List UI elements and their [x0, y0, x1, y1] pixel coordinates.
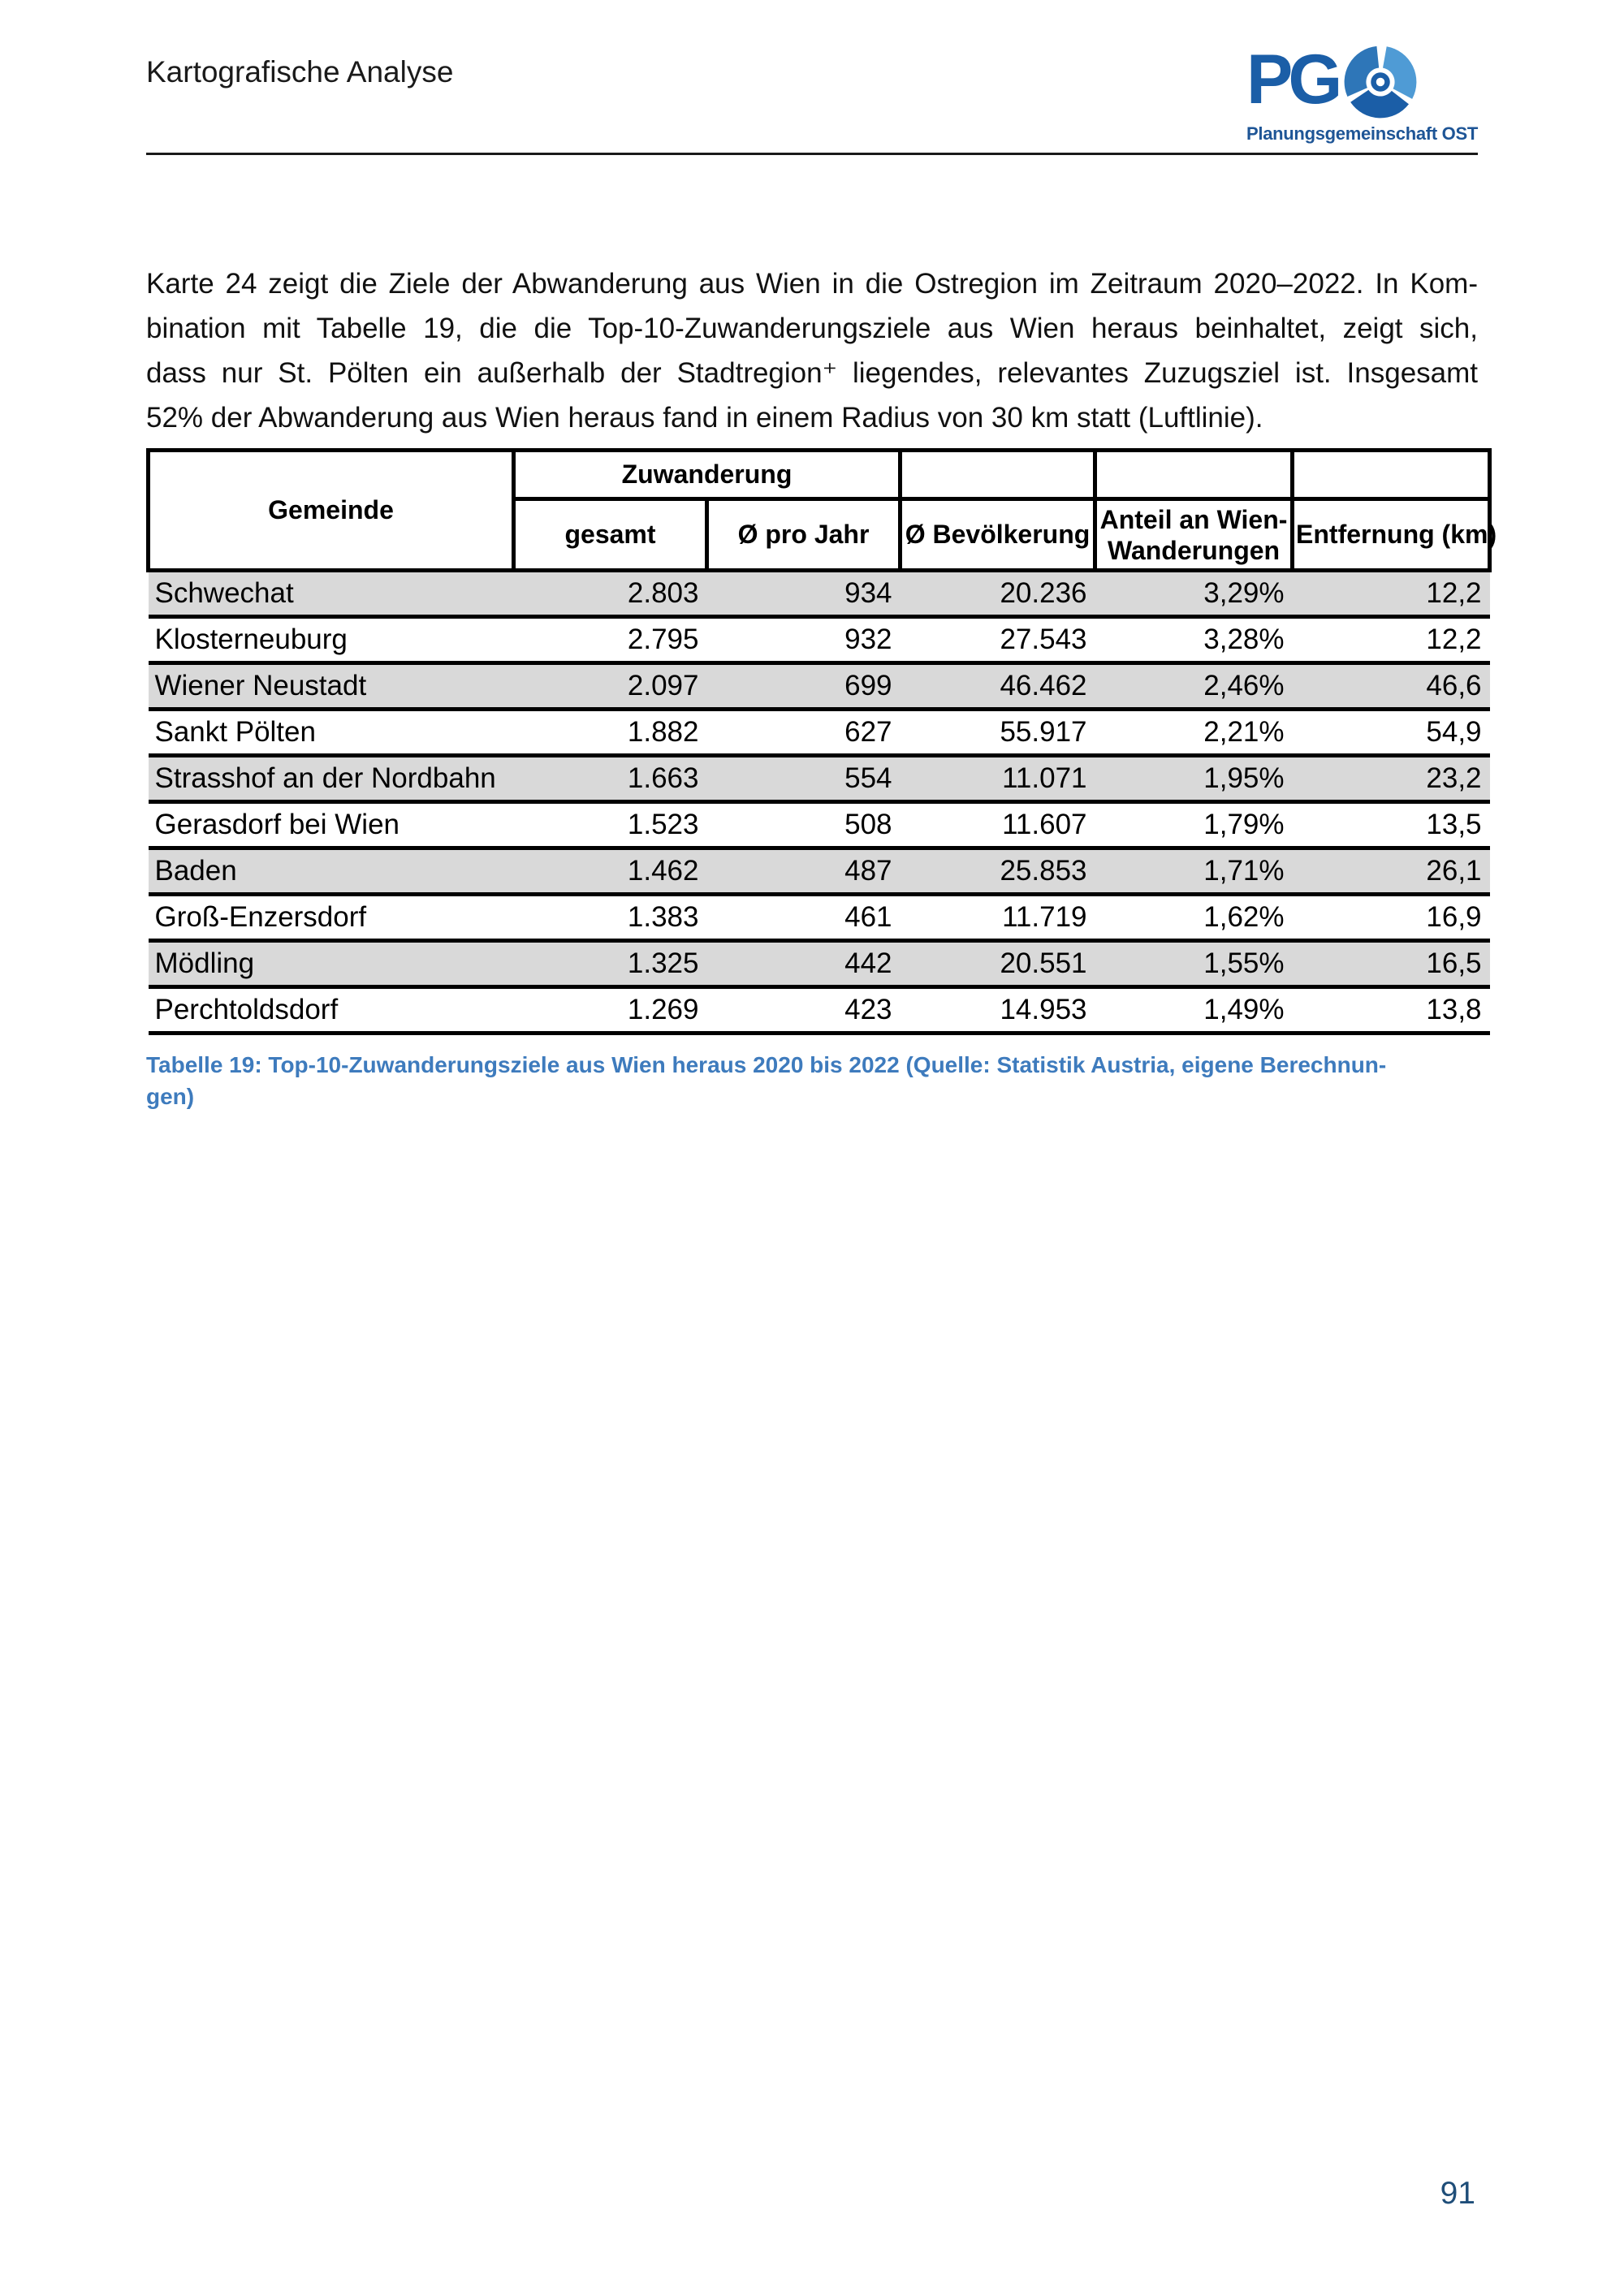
- cell-gemeinde: Strasshof an der Nordbahn: [149, 756, 514, 802]
- col-header-spacer-1: [901, 451, 1095, 499]
- cell-entfernung: 12,2: [1293, 617, 1490, 663]
- cell-bevoelkerung: 11.071: [901, 756, 1095, 802]
- intro-line-3: dass nur St. Pölten ein außerhalb der Stadtregion⁺ liegendes, relevantes Zuzugsziel ist. Insgesamt: [146, 357, 1478, 389]
- cell-entfernung: 13,5: [1293, 802, 1490, 848]
- cell-entfernung: 16,9: [1293, 895, 1490, 941]
- cell-pro-jahr: 627: [707, 710, 901, 756]
- cell-gesamt: 2.097: [514, 663, 707, 710]
- cell-entfernung: 13,8: [1293, 987, 1490, 1034]
- cell-bevoelkerung: 20.236: [901, 571, 1095, 617]
- running-header-title: Kartografische Analyse: [146, 55, 454, 88]
- cell-gesamt: 1.269: [514, 987, 707, 1034]
- cell-gemeinde: Mödling: [149, 941, 514, 987]
- cell-gemeinde: Groß-Enzersdorf: [149, 895, 514, 941]
- table-caption-line-2: gen): [146, 1084, 195, 1109]
- cell-anteil: 3,28%: [1095, 617, 1293, 663]
- cell-pro-jahr: 442: [707, 941, 901, 987]
- cell-gesamt: 1.325: [514, 941, 707, 987]
- cell-bevoelkerung: 11.607: [901, 802, 1095, 848]
- table-row: [149, 987, 1490, 1034]
- cell-gesamt: 1.383: [514, 895, 707, 941]
- migration-table: [146, 448, 1497, 1035]
- col-header-anteil: Anteil an Wien-Wanderungen: [1095, 499, 1293, 571]
- cell-gemeinde: Schwechat: [149, 571, 514, 617]
- intro-line-4: 52% der Abwanderung aus Wien heraus fand in einem Radius von 30 km statt (Luftlinie).: [146, 402, 1263, 434]
- page-number: 91: [1440, 2176, 1475, 2211]
- cell-bevoelkerung: 11.719: [901, 895, 1095, 941]
- cell-pro-jahr: 934: [707, 571, 901, 617]
- table-caption: [146, 1049, 1494, 1112]
- cell-pro-jahr: 461: [707, 895, 901, 941]
- cell-pro-jahr: 699: [707, 663, 901, 710]
- col-header-gemeinde: Gemeinde: [149, 451, 514, 571]
- table-row: [149, 941, 1490, 987]
- cell-entfernung: 46,6: [1293, 663, 1490, 710]
- cell-gemeinde: Klosterneuburg: [149, 617, 514, 663]
- intro-paragraph: [146, 261, 1478, 440]
- cell-entfernung: 16,5: [1293, 941, 1490, 987]
- cell-entfernung: 23,2: [1293, 756, 1490, 802]
- cell-gesamt: 1.882: [514, 710, 707, 756]
- cell-bevoelkerung: 55.917: [901, 710, 1095, 756]
- cell-gesamt: 2.795: [514, 617, 707, 663]
- cell-entfernung: 54,9: [1293, 710, 1490, 756]
- table-caption-line-1: Tabelle 19: Top-10-Zuwanderungsziele aus Wien heraus 2020 bis 2022 (Quelle: Statistik Austria, eigene Berechnun-: [146, 1052, 1387, 1077]
- cell-anteil: 1,55%: [1095, 941, 1293, 987]
- cell-anteil: 1,79%: [1095, 802, 1293, 848]
- pgo-logo-text: PG: [1246, 41, 1338, 119]
- table-body: [149, 571, 1490, 1034]
- cell-gemeinde: Baden: [149, 848, 514, 895]
- cell-anteil: 1,71%: [1095, 848, 1293, 895]
- pgo-wheel-icon: [1342, 44, 1419, 120]
- col-header-gesamt: gesamt: [514, 499, 707, 571]
- table-row: [149, 848, 1490, 895]
- table-row: [149, 571, 1490, 617]
- table-header: [149, 451, 1497, 571]
- col-header-entfernung: Entfernung (km): [1293, 499, 1490, 571]
- intro-line-1: Karte 24 zeigt die Ziele der Abwanderung aus Wien in die Ostregion im Zeitraum 2020–2022. In Kom-: [146, 268, 1478, 300]
- cell-pro-jahr: 423: [707, 987, 901, 1034]
- cell-gesamt: 1.462: [514, 848, 707, 895]
- cell-pro-jahr: 487: [707, 848, 901, 895]
- table-row: [149, 617, 1490, 663]
- col-header-spacer-3: [1293, 451, 1490, 499]
- table-row: [149, 895, 1490, 941]
- col-header-bevoelkerung: Ø Bevölkerung: [901, 499, 1095, 571]
- table-row: [149, 756, 1490, 802]
- cell-gemeinde: Perchtoldsdorf: [149, 987, 514, 1034]
- table-row: [149, 710, 1490, 756]
- cell-gesamt: 1.523: [514, 802, 707, 848]
- cell-gesamt: 2.803: [514, 571, 707, 617]
- cell-anteil: 3,29%: [1095, 571, 1293, 617]
- cell-gemeinde: Sankt Pölten: [149, 710, 514, 756]
- table-row: [149, 663, 1490, 710]
- table-row: [149, 802, 1490, 848]
- cell-anteil: 2,21%: [1095, 710, 1293, 756]
- header-rule: [146, 153, 1478, 155]
- pgo-logo: [1246, 42, 1478, 145]
- cell-anteil: 1,62%: [1095, 895, 1293, 941]
- cell-bevoelkerung: 27.543: [901, 617, 1095, 663]
- cell-bevoelkerung: 20.551: [901, 941, 1095, 987]
- cell-pro-jahr: 554: [707, 756, 901, 802]
- cell-bevoelkerung: 25.853: [901, 848, 1095, 895]
- cell-pro-jahr: 508: [707, 802, 901, 848]
- cell-anteil: 1,95%: [1095, 756, 1293, 802]
- intro-line-2: bination mit Tabelle 19, die die Top-10-Zuwanderungsziele aus Wien heraus beinhaltet, zeigt sich,: [146, 313, 1478, 344]
- cell-bevoelkerung: 14.953: [901, 987, 1095, 1034]
- col-header-spacer-2: [1095, 451, 1293, 499]
- pgo-logo-subtitle: Planungsgemeinschaft OST: [1246, 123, 1478, 144]
- cell-pro-jahr: 932: [707, 617, 901, 663]
- cell-bevoelkerung: 46.462: [901, 663, 1095, 710]
- col-header-pro-jahr: Ø pro Jahr: [707, 499, 901, 571]
- cell-entfernung: 12,2: [1293, 571, 1490, 617]
- cell-gemeinde: Gerasdorf bei Wien: [149, 802, 514, 848]
- cell-anteil: 1,49%: [1095, 987, 1293, 1034]
- cell-gesamt: 1.663: [514, 756, 707, 802]
- cell-gemeinde: Wiener Neustadt: [149, 663, 514, 710]
- pgo-logo-row: [1246, 42, 1419, 122]
- cell-entfernung: 26,1: [1293, 848, 1490, 895]
- col-header-zuwanderung: Zuwanderung: [514, 451, 901, 499]
- cell-anteil: 2,46%: [1095, 663, 1293, 710]
